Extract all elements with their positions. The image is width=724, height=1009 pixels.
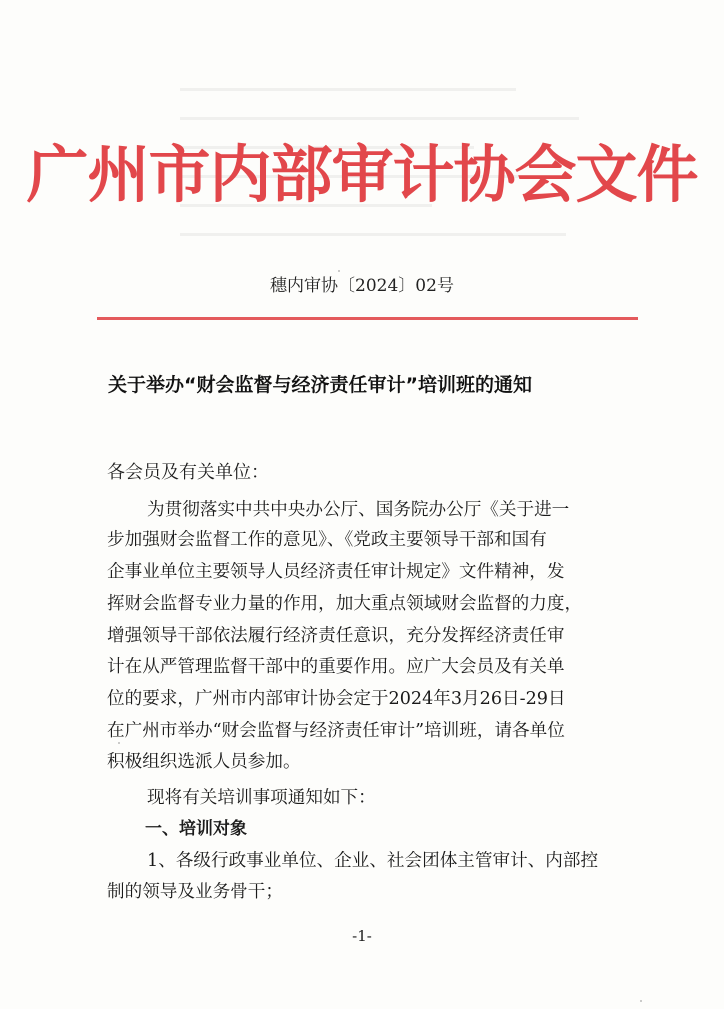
notice-title: 关于举办“财会监督与经济责任审计”培训班的通知 bbox=[108, 374, 532, 396]
paragraph-line: 步加强财会监督工作的意见》、《党政主要领导干部和国有 bbox=[107, 530, 547, 550]
document-header-title: 广州市内部审计协会文件 bbox=[26, 138, 698, 211]
paragraph-line: 增强领导干部依法履行经济责任意识，充分发挥经济责任审 bbox=[107, 626, 565, 646]
page-number: -1- bbox=[352, 927, 372, 945]
section-heading: 一、培训对象 bbox=[145, 819, 247, 839]
scan-speck bbox=[338, 270, 340, 272]
paragraph-line: 为贯彻落实中共中央办公厅、国务院办公厅《关于进一 bbox=[147, 500, 570, 520]
scan-speck bbox=[118, 742, 120, 744]
list-item-line: 制的领导及业务骨干； bbox=[107, 882, 283, 902]
paragraph-line: 企事业单位主要领导人员经济责任审计规定》文件精神，发 bbox=[107, 562, 565, 582]
salutation: 各会员及有关单位： bbox=[107, 462, 269, 483]
paragraph-line: 挥财会监督专业力量的作用，加大重点领域财会监督的力度， bbox=[107, 594, 583, 614]
list-item-line: 1、各级行政事业单位、企业、社会团体主管审计、内部控 bbox=[147, 851, 599, 871]
paragraph-line: 现将有关培训事项通知如下： bbox=[147, 788, 376, 808]
paragraph-line: 计在从严管理监督干部中的重要作用。应广大会员及有关单 bbox=[107, 657, 565, 677]
scan-speck bbox=[640, 1000, 642, 1002]
paragraph-line: 在广州市举办“财会监督与经济责任审计”培训班，请各单位 bbox=[107, 721, 565, 741]
paragraph-line: 积极组织选派人员参加。 bbox=[107, 752, 301, 772]
paragraph-line: 位的要求，广州市内部审计协会定于2024年3月26日-29日 bbox=[107, 689, 566, 709]
document-number: 穗内审协〔2024〕02号 bbox=[270, 276, 454, 296]
red-divider-line bbox=[97, 317, 638, 320]
